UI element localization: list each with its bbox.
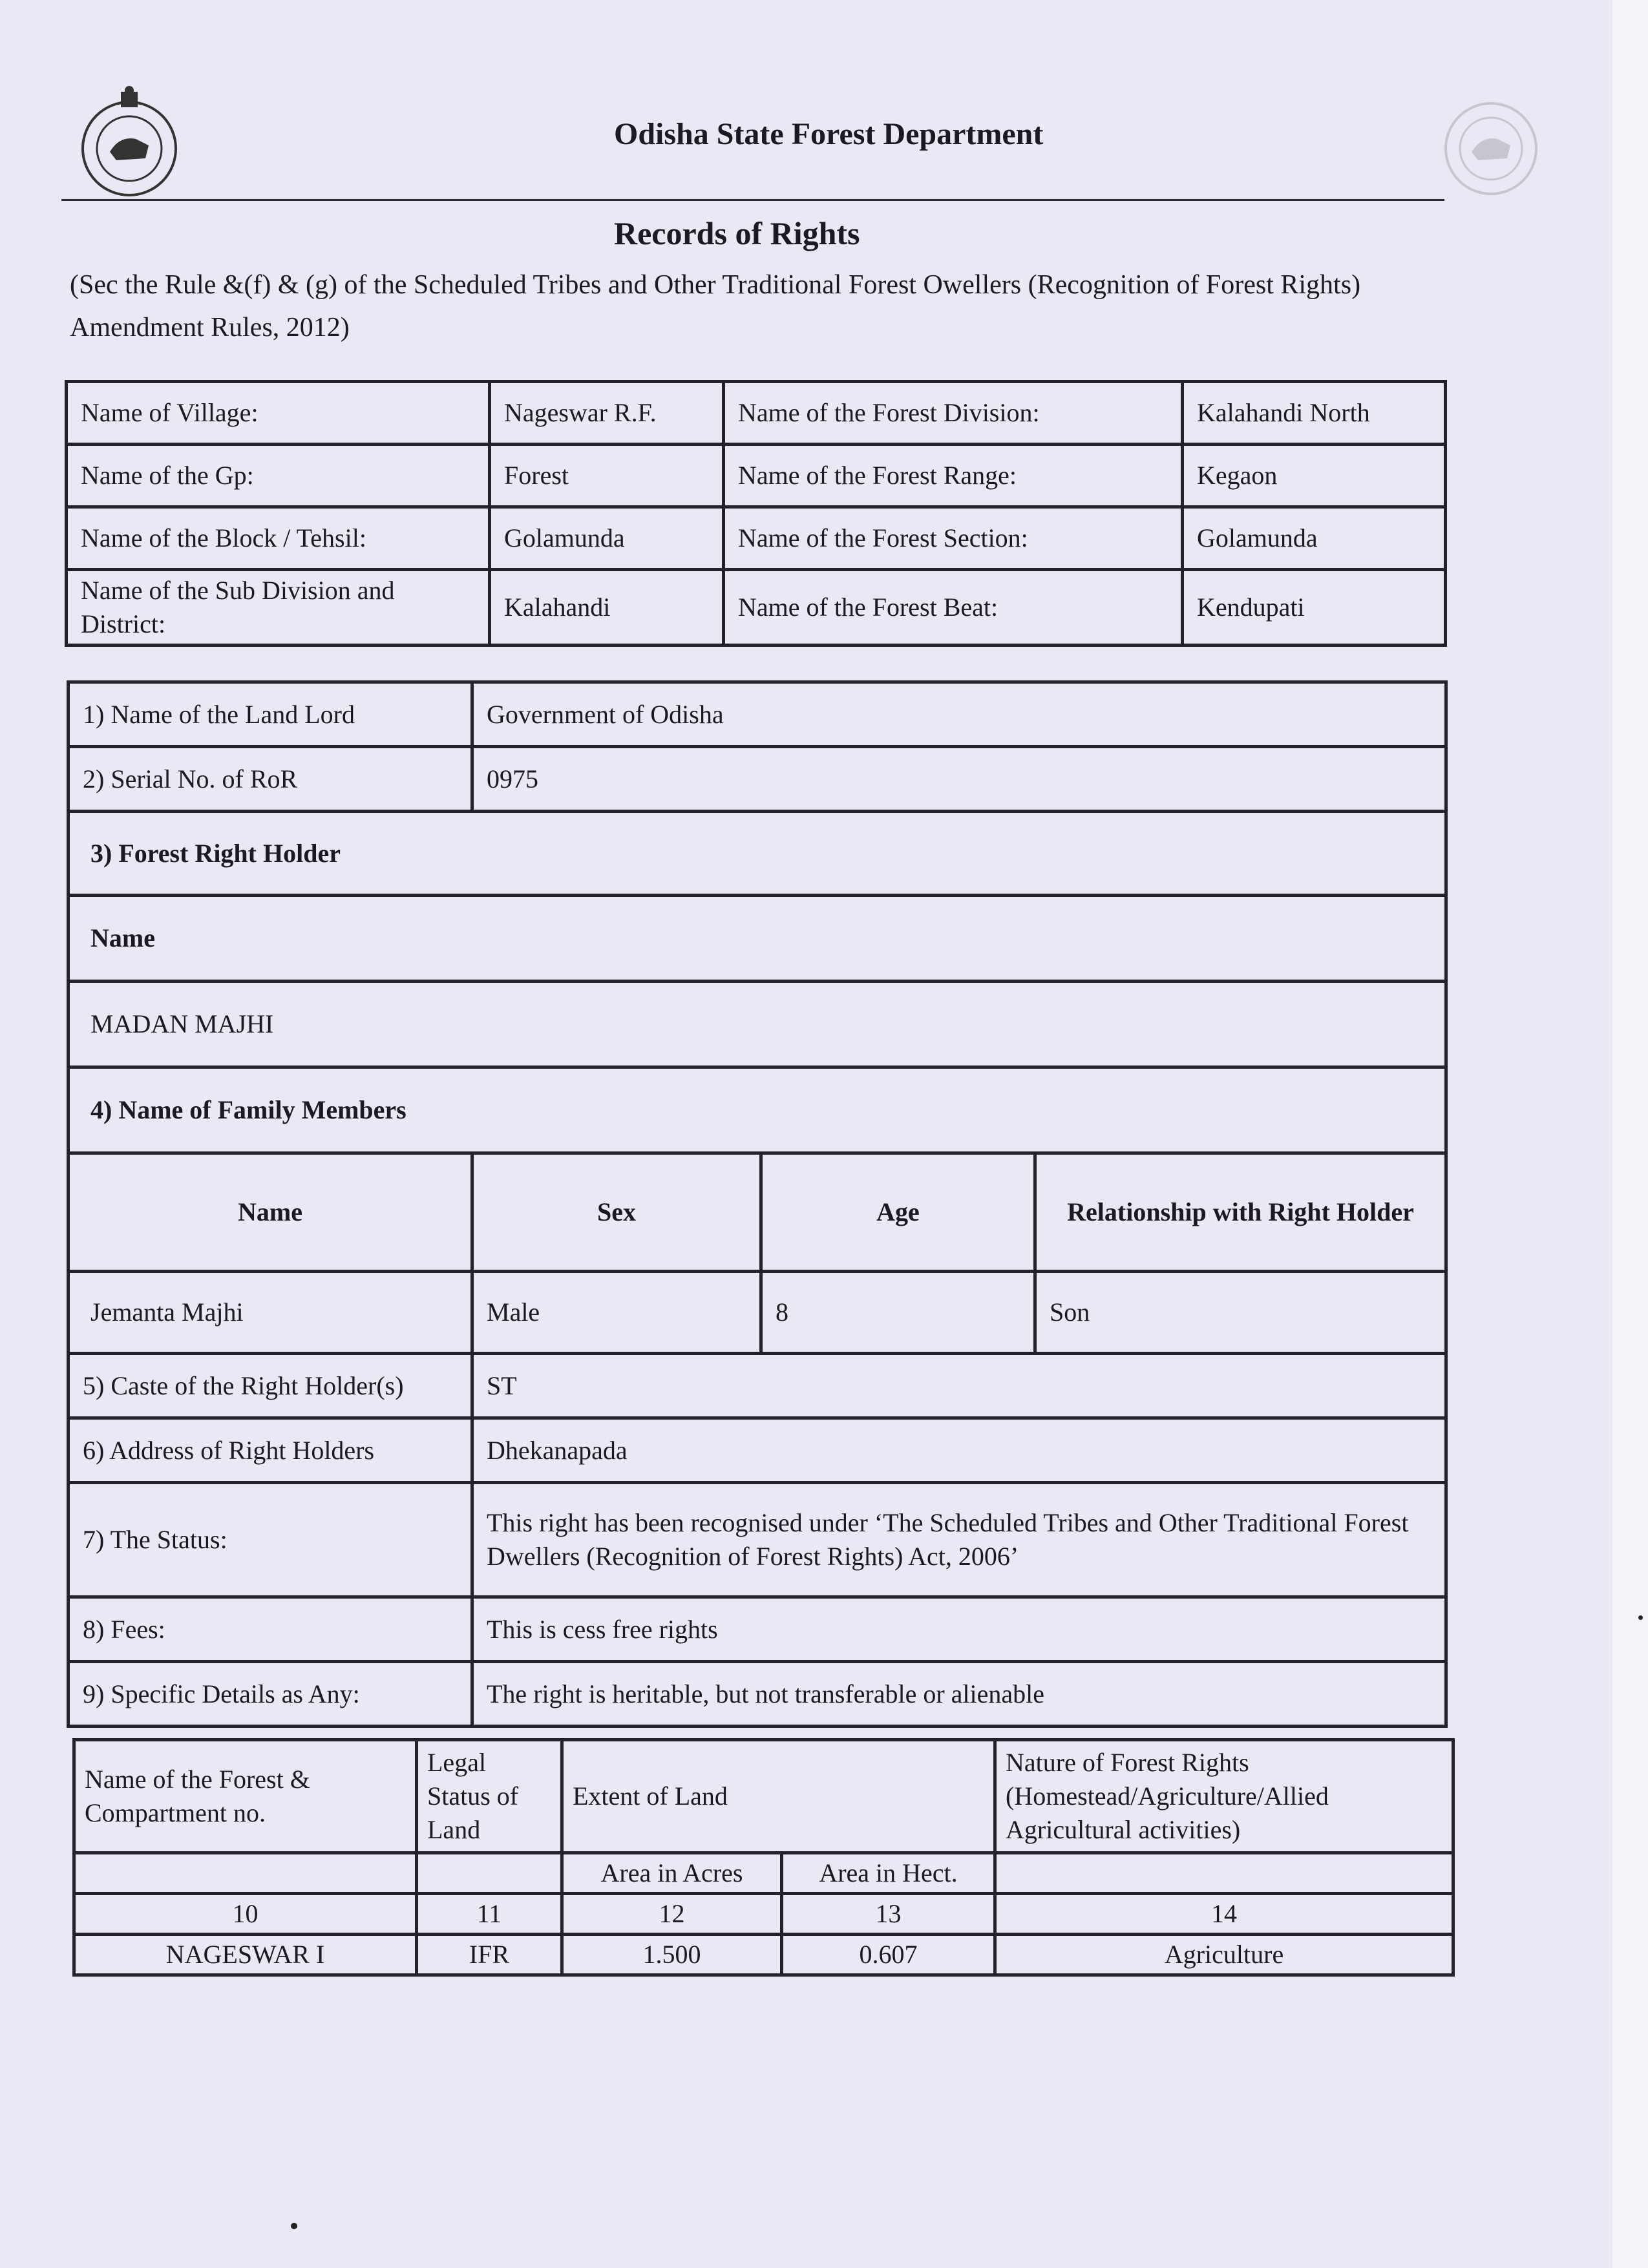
beat-label: Name of the Forest Beat:: [724, 570, 1183, 646]
gp-label: Name of the Gp:: [67, 445, 490, 507]
range-label: Name of the Forest Range:: [724, 445, 1183, 507]
address-label: 6) Address of Right Holders: [69, 1418, 472, 1483]
land-details-table: [72, 1738, 1455, 1977]
area-hectares: 0.607: [782, 1935, 995, 1975]
range-value: Kegaon: [1183, 445, 1446, 507]
caste-value: ST: [472, 1354, 1446, 1418]
address-value: Dhekanapada: [472, 1418, 1446, 1483]
block-value: Golamunda: [490, 507, 724, 570]
division-label: Name of the Forest Division:: [724, 382, 1183, 445]
document-title: Records of Rights: [614, 215, 860, 251]
section-label: Name of the Forest Section:: [724, 507, 1183, 570]
table-row: [69, 747, 1446, 812]
scan-speck: [291, 2223, 297, 2229]
rights-record-table: [67, 680, 1448, 1728]
landlord-value: Government of Odisha: [472, 682, 1446, 747]
faint-seal-mark: [1438, 84, 1545, 200]
table-row: [67, 382, 1446, 445]
holder-heading: 3) Forest Right Holder: [69, 812, 1446, 896]
table-row: [69, 896, 1446, 982]
table-row: [67, 507, 1446, 570]
location-table: [65, 380, 1447, 647]
table-row: [69, 982, 1446, 1067]
table-row: [67, 570, 1446, 646]
table-row: [69, 1483, 1446, 1597]
serial-value: 0975: [472, 747, 1446, 812]
holder-name: MADAN MAJHI: [69, 982, 1446, 1067]
table-row: [67, 445, 1446, 507]
table-row: [74, 1740, 1453, 1853]
nature-of-rights: Agriculture: [995, 1935, 1453, 1975]
details-value: The right is heritable, but not transferable or alienable: [472, 1662, 1446, 1727]
table-row: [74, 1894, 1453, 1935]
family-col-name: Name: [69, 1153, 472, 1272]
col-extent-of-land: Extent of Land: [562, 1740, 995, 1853]
name-heading: Name: [69, 896, 1446, 982]
table-row: [74, 1935, 1453, 1975]
empty-cell: [74, 1853, 417, 1894]
village-label: Name of Village:: [67, 382, 490, 445]
caste-label: 5) Caste of the Right Holder(s): [69, 1354, 472, 1418]
area-acres: 1.500: [562, 1935, 782, 1975]
col-legal-status: Legal Status of Land: [417, 1740, 562, 1853]
village-value: Nageswar R.F.: [490, 382, 724, 445]
empty-cell: [995, 1853, 1453, 1894]
gp-value: Forest: [490, 445, 724, 507]
member-name: Jemanta Majhi: [69, 1272, 472, 1354]
col-number: 12: [562, 1894, 782, 1935]
family-col-age: Age: [761, 1153, 1035, 1272]
fees-label: 8) Fees:: [69, 1597, 472, 1662]
serial-label: 2) Serial No. of RoR: [69, 747, 472, 812]
forest-name: NAGESWAR I: [74, 1935, 417, 1975]
table-row: [69, 1662, 1446, 1727]
details-label: 9) Specific Details as Any:: [69, 1662, 472, 1727]
family-heading: 4) Name of Family Members: [69, 1067, 1446, 1153]
col-nature-of-rights: Nature of Forest Rights (Homestead/Agriculture/Allied Agricultural activities): [995, 1740, 1453, 1853]
beat-value: Kendupati: [1183, 570, 1446, 646]
col-number: 10: [74, 1894, 417, 1935]
section-value: Golamunda: [1183, 507, 1446, 570]
fees-value: This is cess free rights: [472, 1597, 1446, 1662]
empty-cell: [417, 1853, 562, 1894]
table-row: [69, 1153, 1446, 1272]
table-row: [69, 812, 1446, 896]
family-col-sex: Sex: [472, 1153, 761, 1272]
landlord-label: 1) Name of the Land Lord: [69, 682, 472, 747]
member-age: 8: [761, 1272, 1035, 1354]
odisha-seal-logo: [74, 84, 184, 200]
col-forest-compartment: Name of the Forest & Compartment no.: [74, 1740, 417, 1853]
block-label: Name of the Block / Tehsil:: [67, 507, 490, 570]
department-name: Odisha State Forest Department: [614, 117, 1044, 151]
legal-status: IFR: [417, 1935, 562, 1975]
table-row: [69, 682, 1446, 747]
member-relationship: Son: [1035, 1272, 1446, 1354]
table-row: [69, 1597, 1446, 1662]
subdivision-label: Name of the Sub Division and District:: [67, 570, 490, 646]
table-row: [69, 1354, 1446, 1418]
division-value: Kalahandi North: [1183, 382, 1446, 445]
col-number: 11: [417, 1894, 562, 1935]
header-divider: [61, 199, 1444, 201]
table-row: [69, 1272, 1446, 1354]
member-sex: Male: [472, 1272, 761, 1354]
family-col-relationship: Relationship with Right Holder: [1035, 1153, 1446, 1272]
subdivision-value: Kalahandi: [490, 570, 724, 646]
table-row: [69, 1418, 1446, 1483]
col-number: 14: [995, 1894, 1453, 1935]
col-area-hectares: Area in Hect.: [782, 1853, 995, 1894]
status-value: This right has been recognised under ‘The Scheduled Tribes and Other Traditional Forest Dwellers (Recognition of Forest Rights) Act, 2006’: [472, 1483, 1446, 1597]
col-number: 13: [782, 1894, 995, 1935]
table-row: [74, 1853, 1453, 1894]
scan-speck: [1638, 1615, 1643, 1620]
rule-reference: (Sec the Rule &(f) & (g) of the Scheduled Tribes and Other Traditional Forest Owellers (Recognition of Forest Rights) Amendment Rules, 2012): [70, 270, 1361, 342]
status-label: 7) The Status:: [69, 1483, 472, 1597]
col-area-acres: Area in Acres: [562, 1853, 782, 1894]
table-row: [69, 1067, 1446, 1153]
scan-edge: [1612, 0, 1648, 2268]
